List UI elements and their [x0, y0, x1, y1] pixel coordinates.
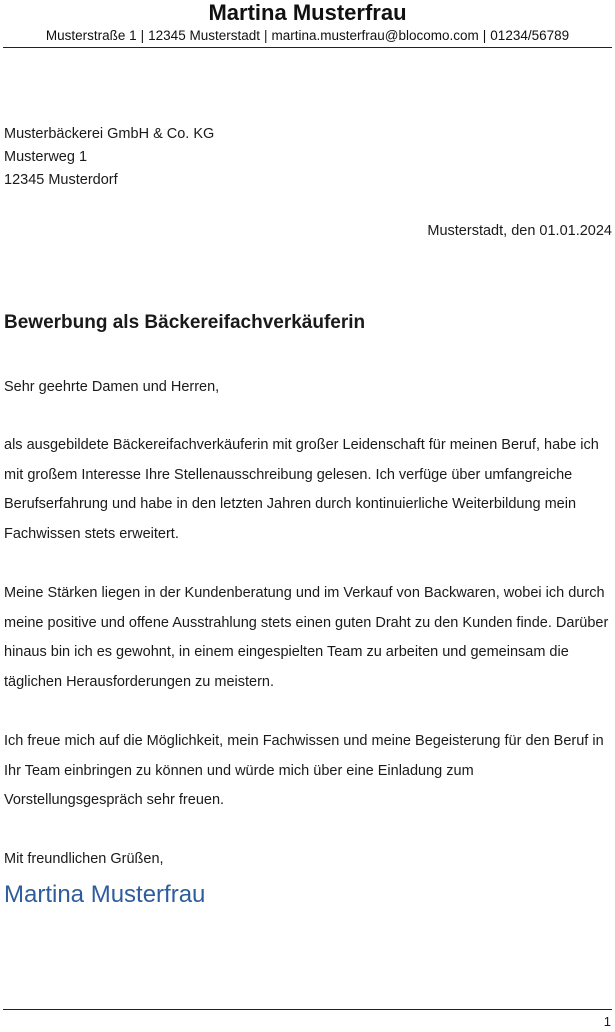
- body-paragraph: Meine Stärken liegen in der Kundenberatung und im Verkauf von Backwaren, wobei ich durch meine positive und offene Ausstrahlung stets einen guten Draht zu den Kunden finde. Darüber hinaus bin ich es gewohnt, in einem eingespielten Team zu arbeiten und gemeinsam die täglichen Herausforderungen zu meistern.: [4, 585, 609, 690]
- recipient-company: Musterbäckerei GmbH & Co. KG: [4, 126, 215, 142]
- contact-separator: |: [140, 28, 145, 43]
- date-line: Musterstadt, den 01.01.2024: [427, 223, 612, 239]
- salutation: Sehr geehrte Damen und Herren,: [4, 379, 220, 395]
- recipient-address: [4, 123, 214, 192]
- letter-subject: Bewerbung als Bäckereifachverkäuferin: [4, 312, 366, 333]
- body-paragraph: als ausgebildete Bäckereifachverkäuferin mit großer Leidenschaft für meinen Beruf, habe ich mit großem Interesse Ihre Stellenausschreibung gelesen. Ich verfüge über umfangreiche Berufserfahrung und habe in den letzten Jahren durch kontinuierliche Weiterbildung mein Fachwissen stets erweitert.: [4, 437, 599, 542]
- page-number: 1: [603, 1014, 611, 1029]
- recipient-city: 12345 Musterdorf: [4, 172, 118, 188]
- recipient-street: Musterweg 1: [4, 149, 88, 165]
- signature: Martina Musterfrau: [4, 881, 206, 908]
- sender-phone: 01234/56789: [490, 28, 570, 43]
- body-paragraph: Ich freue mich auf die Möglichkeit, mein Fachwissen und meine Begeisterung für den Beruf in Ihr Team einbringen zu können und würde mich über eine Einladung zum Vorstellungsgespräch sehr freuen.: [4, 733, 604, 809]
- header-divider: [3, 47, 612, 48]
- sender-name: Martina Musterfrau: [208, 0, 407, 25]
- contact-separator: |: [263, 28, 268, 43]
- sender-email: martina.musterfrau@blocomo.com: [271, 28, 479, 43]
- footer-divider: [3, 1009, 612, 1010]
- closing-phrase: Mit freundlichen Grüßen,: [4, 851, 164, 867]
- sender-contact-line: [0, 27, 615, 45]
- sender-city: 12345 Musterstadt: [148, 28, 260, 43]
- contact-separator: |: [482, 28, 487, 43]
- sender-street: Musterstraße 1: [45, 28, 137, 43]
